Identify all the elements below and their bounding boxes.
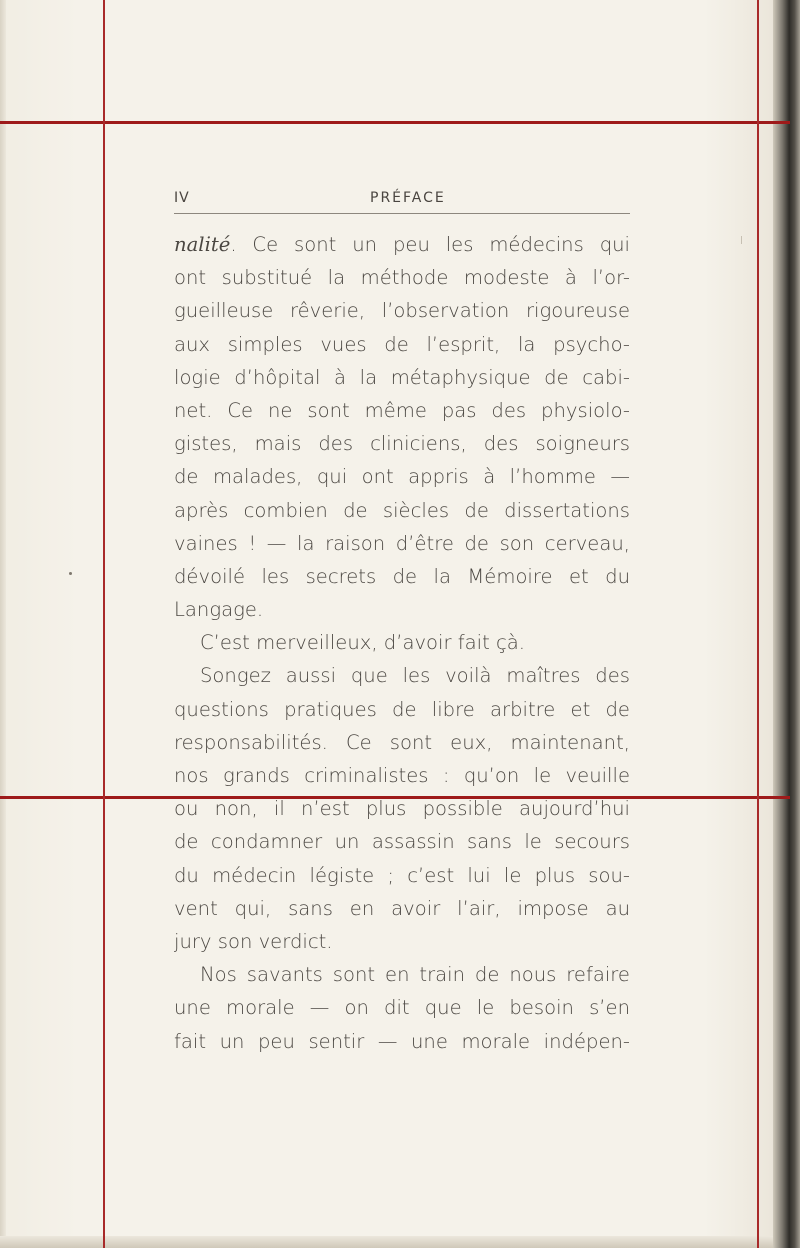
crop-guide-top <box>0 121 790 124</box>
bottom-page-edge <box>0 1236 773 1248</box>
text-line: jury son verdict. <box>174 929 333 953</box>
text-line: net. Ce ne sont même pas des physiolo- <box>174 398 630 422</box>
text-line: C’est merveilleux, d’avoir fait çà. <box>200 631 526 655</box>
text-line: gueilleuse rêverie, l’observation rigoureuse <box>174 299 630 323</box>
scan-binding-edge <box>773 0 800 1248</box>
text-line: du médecin légiste ; c’est lui le plus sou- <box>174 863 630 887</box>
text-line: dévoilé les secrets de la Mémoire et du <box>174 564 630 588</box>
text-line: Songez aussi que les voilà maîtres des <box>200 664 630 688</box>
stray-mark <box>741 236 742 244</box>
text-line: ont substitué la méthode modeste à l’or- <box>174 266 630 290</box>
running-title: PRÉFACE <box>370 190 446 206</box>
text-line: ou non, il n’est plus possible aujourd’hui <box>174 797 630 821</box>
text-line: après combien de siècles de dissertations <box>174 498 630 522</box>
text-line: logie d’hôpital à la métaphysique de cabi- <box>174 365 630 389</box>
crop-guide-left <box>103 0 105 1248</box>
text-line: responsabilités. Ce sont eux, maintenant, <box>174 730 630 754</box>
text-fragment: . Ce sont un peu les médecins qui <box>230 233 630 256</box>
text-line: une morale — on dit que le besoin s’en <box>174 996 630 1020</box>
body-text <box>174 228 630 1058</box>
text-line: nos grands criminalistes : qu’on le veuille <box>174 764 630 787</box>
text-line: aux simples vues de l’esprit, la psycho- <box>174 332 630 356</box>
text-line: Nos savants sont en train de nous refaire <box>200 963 630 987</box>
text-line: de condamner un assassin sans le secours <box>174 830 630 854</box>
left-page-edge <box>0 0 6 1248</box>
italic-word: nalité <box>174 233 231 256</box>
text-line: vent qui, sans en avoir l’air, impose au <box>174 896 630 920</box>
text-line <box>174 228 630 261</box>
text-line: Langage. <box>174 598 264 622</box>
header-rule <box>174 213 630 214</box>
text-line: de malades, qui ont appris à l’homme — <box>174 465 630 489</box>
text-line: gistes, mais des cliniciens, des soigneurs <box>174 432 630 456</box>
crop-guide-right <box>757 0 759 1248</box>
text-line: fait un peu sentir — une morale indépen- <box>174 1029 630 1053</box>
running-head <box>174 190 630 214</box>
page-number: IV <box>174 190 190 206</box>
text-line: questions pratiques de libre arbitre et de <box>174 697 630 721</box>
text-line: vaines ! — la raison d’être de son cerveau, <box>174 531 630 555</box>
margin-dot <box>69 572 72 575</box>
